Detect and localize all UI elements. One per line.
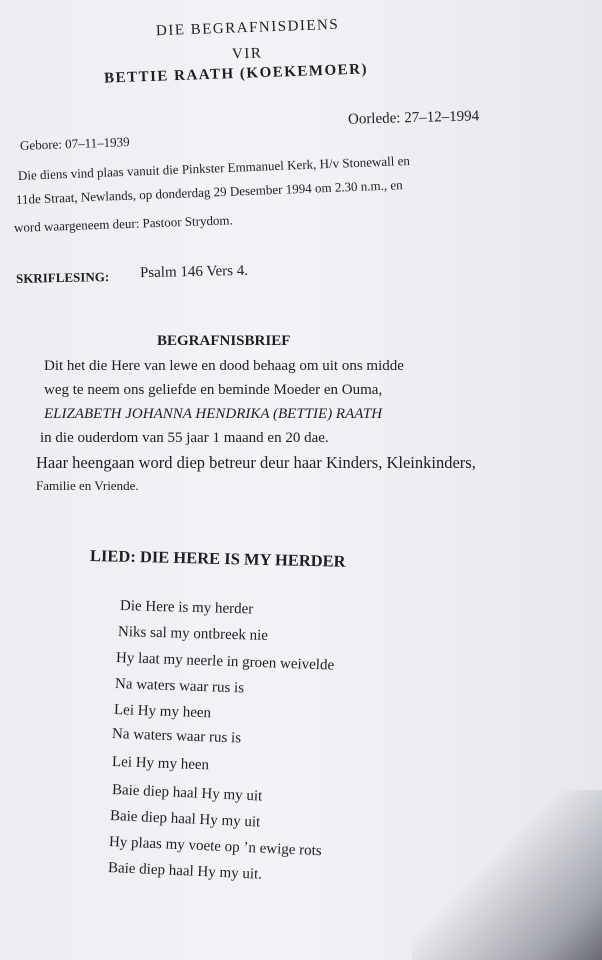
song-line: Baie diep haal Hy my uit	[109, 808, 261, 831]
header-name: BETTIE RAATH (KOEKEMOER)	[103, 61, 369, 87]
service-line-1: Die diens vind plaas vanuit die Pinkster Emmanuel Kerk, H/v Stonewall en	[17, 152, 411, 183]
service-line-3: word waargeneem deur: Pastoor Strydom.	[13, 212, 234, 235]
song-line: Na waters waar rus is	[114, 676, 245, 697]
letter-deceased-name: ELIZABETH JOHANNA HENDRIKA (BETTIE) RAATH	[44, 406, 383, 422]
song-line: Hy laat my neerle in groen weivelde	[115, 650, 335, 674]
header-title: DIE BEGRAFNISDIENS	[155, 16, 340, 40]
reading-label: SKRIFLESING:	[15, 269, 110, 286]
reading-text: Psalm 146 Vers 4.	[139, 262, 249, 282]
service-line-2: 11de Straat, Newlands, op donderdag 29 Desember 1994 om 2.30 n.m., en	[15, 177, 403, 207]
song-line: Lei Hy my heen	[113, 702, 212, 722]
song-line: Lei Hy my heen	[111, 754, 210, 774]
song-title: LIED: DIE HERE IS MY HERDER	[89, 546, 346, 571]
song-line: Die Here is my herder	[119, 598, 254, 618]
letter-title: BEGRAFNISBRIEF	[157, 333, 291, 349]
song-line: Na waters waar rus is	[111, 726, 242, 747]
letter-line-1: Dit het die Here van lewe en dood behaag om uit ons midde	[44, 358, 404, 374]
death-date: Oorlede: 27–12–1994	[347, 108, 480, 128]
page-shadow	[412, 790, 602, 960]
letter-line-6: Familie en Vriende.	[36, 478, 139, 493]
letter-line-4: in die ouderdom van 55 jaar 1 maand en 20 dae.	[40, 430, 329, 446]
song-line: Niks sal my ontbreek nie	[117, 624, 269, 644]
letter-line-2: weg te neem ons geliefde en beminde Moeder en Ouma,	[44, 382, 383, 398]
birth-date: Gebore: 07–11–1939	[19, 134, 130, 153]
song-line: Baie diep haal Hy my uit	[111, 782, 263, 805]
song-line: Hy plaas my voete op ’n ewige rots	[108, 834, 323, 860]
letter-line-5: Haar heengaan word diep betreur deur haar Kinders, Kleinkinders,	[36, 453, 476, 472]
song-line: Baie diep haal Hy my uit.	[107, 860, 263, 883]
header-vir: VIR	[231, 45, 263, 63]
